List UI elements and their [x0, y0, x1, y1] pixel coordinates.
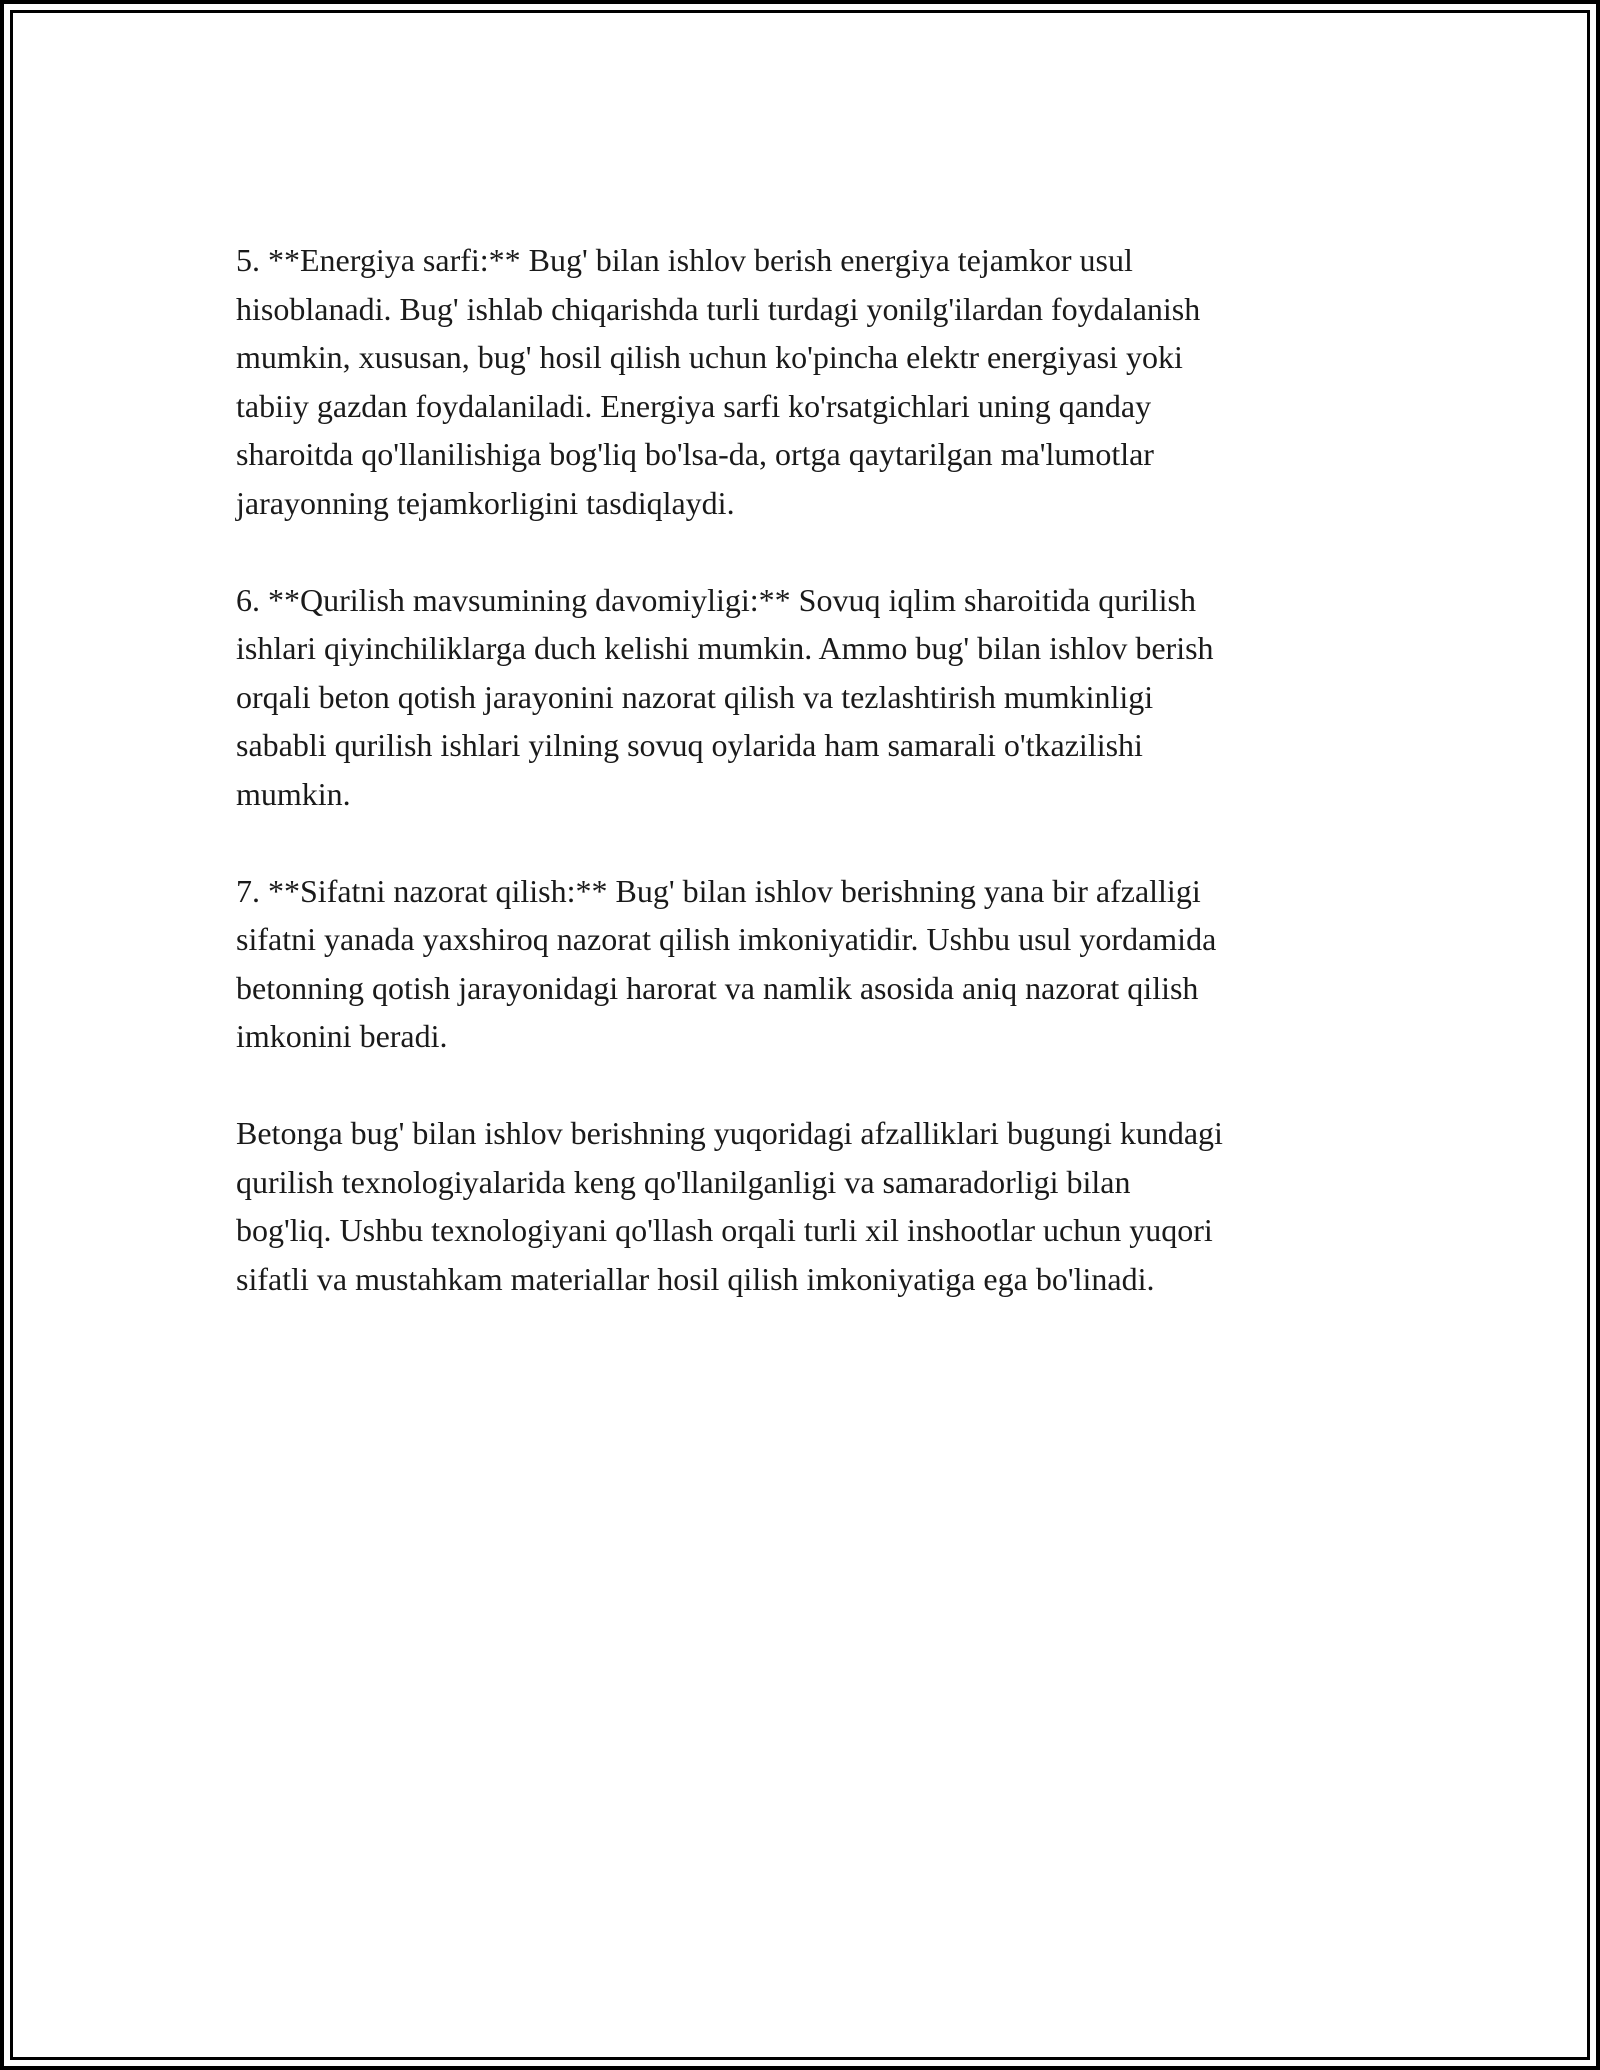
text-line: sifatli va mustahkam materiallar hosil qilish imkoniyatiga ega bo'linadi.	[236, 1260, 1155, 1297]
text-line: bog'liq. Ushbu texnologiyani qo'llash orqali turli xil inshootlar uchun yuqori	[236, 1212, 1213, 1248]
text-line: qurilish texnologiyalarida keng qo'llanilganligi va samaradorligi bilan	[236, 1163, 1131, 1200]
text-line: Betonga bug' bilan ishlov berishning yuqoridagi afzalliklari bugungi kundagi	[236, 1115, 1223, 1151]
text-line: sharoitda qo'llanilishiga bog'liq bo'lsa-da, ortga qaytarilgan ma'lumotlar	[236, 436, 1154, 472]
paragraph-conclusion	[236, 1109, 1396, 1303]
paragraph-construction-season	[236, 576, 1396, 819]
text-line: betonning qotish jarayonidagi harorat va namlik asosida aniq nazorat qilish	[236, 969, 1199, 1006]
document-body	[236, 236, 1396, 1352]
text-line: sababli qurilish ishlari yilning sovuq oylarida ham samarali o'tkazilishi	[236, 727, 1143, 763]
text-line: imkonini beradi.	[236, 1018, 448, 1054]
text-line: hisoblanadi. Bug' ishlab chiqarishda turli turdagi yonilg'ilardan foydalanish	[236, 290, 1201, 327]
text-line: mumkin, xususan, bug' hosil qilish uchun ko'pincha elektr energiyasi yoki	[236, 339, 1183, 375]
paragraph-quality-control	[236, 867, 1396, 1061]
text-line: sifatni yanada yaxshiroq nazorat qilish imkoniyatidir. Ushbu usul yordamida	[236, 921, 1217, 957]
text-line: 7. **Sifatni nazorat qilish:** Bug' bilan ishlov berishning yana bir afzalligi	[236, 872, 1201, 909]
text-line: orqali beton qotish jarayonini nazorat qilish va tezlashtirish mumkinligi	[236, 678, 1154, 715]
text-line: ishlari qiyinchiliklarga duch kelishi mumkin. Ammo bug' bilan ishlov berish	[236, 630, 1214, 666]
text-line: 5. **Energiya sarfi:** Bug' bilan ishlov berish energiya tejamkor usul	[236, 242, 1133, 278]
text-line: mumkin.	[236, 775, 351, 812]
text-line: 6. **Qurilish mavsumining davomiyligi:** Sovuq iqlim sharoitida qurilish	[236, 581, 1196, 618]
text-line: tabiiy gazdan foydalaniladi. Energiya sarfi ko'rsatgichlari uning qanday	[236, 387, 1152, 424]
text-line: jarayonning tejamkorligini tasdiqlaydi.	[236, 484, 735, 521]
paragraph-energy-consumption	[236, 236, 1396, 527]
